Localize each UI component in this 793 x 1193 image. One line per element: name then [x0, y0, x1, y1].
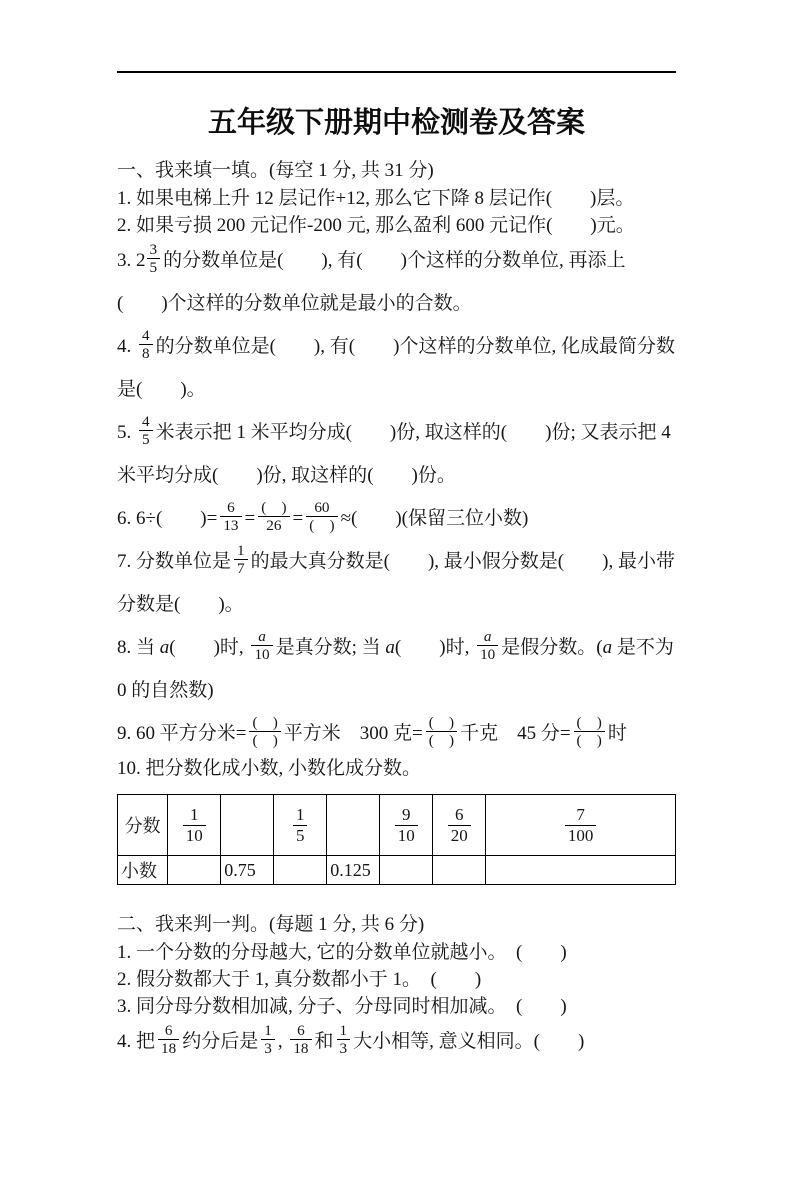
question-text: 的最大真分数是: [250, 551, 384, 572]
question: [117, 966, 676, 993]
fraction-numerator: 1: [337, 1022, 351, 1040]
fraction-denominator: 20: [450, 825, 468, 845]
question-text: 份。: [417, 465, 456, 486]
fraction-denominator: 5: [142, 431, 150, 449]
question-text: =: [292, 508, 304, 529]
question-text: 和: [314, 1031, 334, 1052]
question-text: , 最小带分数是: [117, 551, 675, 615]
question-text: , 有: [320, 336, 349, 357]
answer-blank: ( ): [430, 969, 482, 990]
question: [117, 540, 676, 626]
fraction: [477, 628, 498, 664]
fraction-numerator: a: [251, 628, 272, 646]
table-fraction: [448, 805, 471, 845]
fraction-numerator: 6: [448, 805, 471, 826]
fraction-numerator: ( ): [258, 499, 289, 517]
answer-blank: ( ): [174, 594, 225, 615]
fraction-numerator: 1: [293, 805, 308, 826]
answer-blank: ( ): [516, 942, 567, 963]
fraction-denominator: 10: [480, 646, 496, 664]
question-text: 个这样的分数单位, 再添上: [406, 250, 626, 271]
math-variable: a: [385, 637, 395, 658]
question-text: 。: [224, 594, 244, 615]
fraction: [139, 327, 153, 363]
question-text: =: [244, 508, 256, 529]
fraction: [290, 1022, 311, 1058]
question: [117, 755, 676, 782]
question-text: ,: [277, 1031, 288, 1052]
question: [117, 212, 676, 239]
table-cell: [274, 795, 327, 856]
question-text: 千克 45 分=: [460, 723, 571, 744]
fraction: [574, 714, 605, 750]
table-cell: [221, 795, 274, 856]
answer-blank: ( ): [356, 250, 407, 271]
question-text: 约分后是: [182, 1031, 259, 1052]
fraction: [251, 628, 272, 664]
answer-blank: ( ): [500, 422, 552, 443]
fraction-denominator: 10: [254, 646, 270, 664]
math-variable: a: [602, 637, 613, 658]
question-text: 8. 当: [117, 637, 160, 658]
question-text: 个这样的分数单位就是最小的合数。: [167, 293, 472, 314]
fraction: [234, 542, 248, 578]
fraction-denominator: 10: [185, 825, 203, 845]
question-text: 10. 把分数化成小数, 小数化成分数。: [117, 758, 422, 779]
fraction-numerator: a: [477, 628, 498, 646]
fraction-numerator: ( ): [574, 714, 605, 732]
table-fraction: [395, 805, 418, 845]
question-text: 份; 又表示把 4 米平均分成: [117, 422, 671, 486]
fraction: [249, 714, 280, 750]
fraction-numerator: 1: [261, 1022, 275, 1040]
question-text: 的分数单位是: [163, 250, 278, 271]
fraction-numerator: 60: [306, 499, 337, 517]
fraction-numerator: 1: [183, 805, 206, 826]
fraction-numerator: 6: [220, 499, 241, 517]
fraction: [158, 1022, 179, 1058]
answer-blank: ( ): [557, 551, 609, 572]
table-cell: [274, 856, 327, 885]
table-row: [118, 856, 676, 885]
section-heading: 一、我来填一填。(每空 1 分, 共 31 分): [117, 160, 434, 181]
mixed-number-fraction: [147, 241, 161, 277]
fraction-numerator: 6: [158, 1022, 179, 1040]
question-text: 1. 一个分数的分母越大, 它的分数单位就越小。: [117, 942, 517, 963]
fraction-denominator: 7: [237, 560, 245, 578]
question-text: 米表示把 1 米平均分成: [155, 422, 346, 443]
answer-blank: ( ): [533, 1031, 585, 1052]
question: [117, 497, 676, 540]
table-cell: [486, 795, 676, 856]
fraction-numerator: 4: [139, 413, 153, 431]
table-cell: 0.75: [221, 856, 274, 885]
fraction-numerator: 9: [395, 805, 418, 826]
fraction-denominator: 100: [567, 825, 594, 845]
fraction: [258, 499, 289, 535]
question-text: , 有: [327, 250, 357, 271]
fraction: [139, 413, 153, 449]
table-fraction: [293, 805, 308, 845]
mixed-number: [136, 240, 163, 277]
table-cell: [433, 856, 486, 885]
question-text: 层。: [596, 188, 635, 209]
fraction: [426, 714, 457, 750]
question-text: ≈: [340, 508, 351, 529]
question-text: 7. 分数单位是: [117, 551, 232, 572]
fraction-denominator: 10: [397, 825, 415, 845]
table-row: [118, 795, 676, 856]
table-cell: [168, 795, 221, 856]
question-text: 元。: [596, 215, 635, 236]
question: [117, 1020, 676, 1063]
fraction: [261, 1022, 275, 1058]
answer-blank: ( ): [169, 637, 220, 658]
question-text: 1. 如果电梯上升 12 层记作+12, 那么它下降 8 层记作: [117, 188, 546, 209]
question-text: =: [206, 508, 218, 529]
answer-blank: ( ): [269, 336, 321, 357]
fraction-decimal-table: [117, 794, 676, 885]
fraction-denominator: 13: [223, 517, 239, 535]
answer-blank: ( ): [277, 250, 328, 271]
table-fraction: [183, 805, 206, 845]
question-text: 时,: [219, 637, 249, 658]
row-label: 小数: [118, 856, 168, 885]
question: [117, 626, 676, 712]
question: [117, 325, 676, 411]
fraction-denominator: 8: [142, 345, 150, 363]
fraction: [220, 499, 241, 535]
question-text: 是真分数; 当: [275, 637, 386, 658]
exam-content: [117, 157, 676, 1063]
table-cell: [433, 795, 486, 856]
fraction-denominator: ( ): [252, 732, 278, 750]
fraction-numerator: 3: [147, 241, 161, 259]
question-text: 是假分数。(: [501, 637, 603, 658]
fraction-numerator: ( ): [249, 714, 280, 732]
answer-blank: ( ): [367, 465, 418, 486]
answer-blank: ( ): [546, 215, 597, 236]
question-text: 3. 同分母分数相加减, 分子、分母同时相加减。: [117, 996, 517, 1017]
question-text: 2. 假分数都大于 1, 真分数都小于 1。: [117, 969, 431, 990]
fraction-denominator: 5: [149, 259, 158, 277]
fraction-numerator: ( ): [426, 714, 457, 732]
question-text: 5.: [117, 422, 136, 443]
answer-blank: ( ): [117, 293, 168, 314]
question-text: 4. 把: [117, 1031, 156, 1052]
answer-blank: ( ): [345, 422, 397, 443]
answer-blank: ( ): [351, 508, 402, 529]
question-text: 份, 取这样的: [262, 465, 368, 486]
question-text: 平方米 300 克=: [283, 723, 423, 744]
table-cell: [168, 856, 221, 885]
question-text: 。: [186, 379, 206, 400]
fraction-denominator: 5: [295, 825, 305, 845]
table-cell: [380, 795, 433, 856]
question-text: 4.: [117, 336, 136, 357]
answer-blank: ( ): [394, 637, 446, 658]
question-text: 时,: [445, 637, 475, 658]
question: [117, 185, 676, 212]
fraction-denominator: 3: [339, 1040, 348, 1058]
question-text: 2. 如果亏损 200 元记作-200 元, 那么盈利 600 元记作: [117, 215, 547, 236]
answer-blank: ( ): [212, 465, 263, 486]
question: [117, 239, 676, 325]
question-text: 时: [607, 723, 627, 744]
question: [117, 993, 676, 1020]
answer-blank: ( ): [155, 508, 207, 529]
top-rule: [117, 71, 676, 73]
question: [117, 712, 676, 755]
fraction-numerator: 1: [234, 542, 248, 560]
fraction-numerator: 6: [290, 1022, 311, 1040]
answer-blank: ( ): [136, 379, 187, 400]
answer-blank: ( ): [348, 336, 400, 357]
fraction-denominator: 26: [266, 517, 282, 535]
fraction-denominator: ( ): [309, 517, 335, 535]
fraction-numerator: 7: [565, 805, 597, 826]
question-text: 3.: [117, 250, 136, 271]
table-cell: [380, 856, 433, 885]
row-label: 分数: [118, 795, 168, 856]
fraction-denominator: ( ): [428, 732, 455, 750]
question-text: 大小相等, 意义相同。: [353, 1031, 534, 1052]
question-text: , 最小假分数是: [434, 551, 558, 572]
fraction-denominator: 18: [161, 1040, 177, 1058]
exam-page: [0, 71, 793, 1193]
question-text: 6. 6÷: [117, 508, 156, 529]
question-text: 份, 取这样的: [396, 422, 501, 443]
fraction: [337, 1022, 351, 1058]
fraction-numerator: 4: [139, 327, 153, 345]
table-cell: 0.125: [327, 856, 380, 885]
fraction-denominator: ( ): [576, 732, 602, 750]
table-cell: [327, 795, 380, 856]
fraction-denominator: 3: [264, 1040, 272, 1058]
question-text: 个这样的分数单位, 化成最简分数是: [117, 336, 675, 400]
fraction-denominator: 18: [293, 1040, 309, 1058]
question: [117, 939, 676, 966]
question: [117, 411, 676, 497]
table-cell: [486, 856, 676, 885]
answer-blank: ( ): [383, 551, 435, 572]
table-fraction: [565, 805, 597, 845]
mixed-number-whole: 2: [136, 250, 146, 271]
page-title: 五年级下册期中检测卷及答案: [207, 107, 585, 139]
question-text: (保留三位小数): [401, 508, 529, 529]
section-heading: 二、我来判一判。(每题 1 分, 共 6 分): [117, 914, 425, 935]
question-text: 9. 60 平方分米=: [117, 723, 247, 744]
answer-blank: ( ): [516, 996, 567, 1017]
math-variable: a: [159, 637, 170, 658]
answer-blank: ( ): [545, 188, 597, 209]
question-text: 是不为 0 的自然数): [117, 637, 674, 701]
fraction: [306, 499, 337, 535]
question-text: 的分数单位是: [155, 336, 270, 357]
